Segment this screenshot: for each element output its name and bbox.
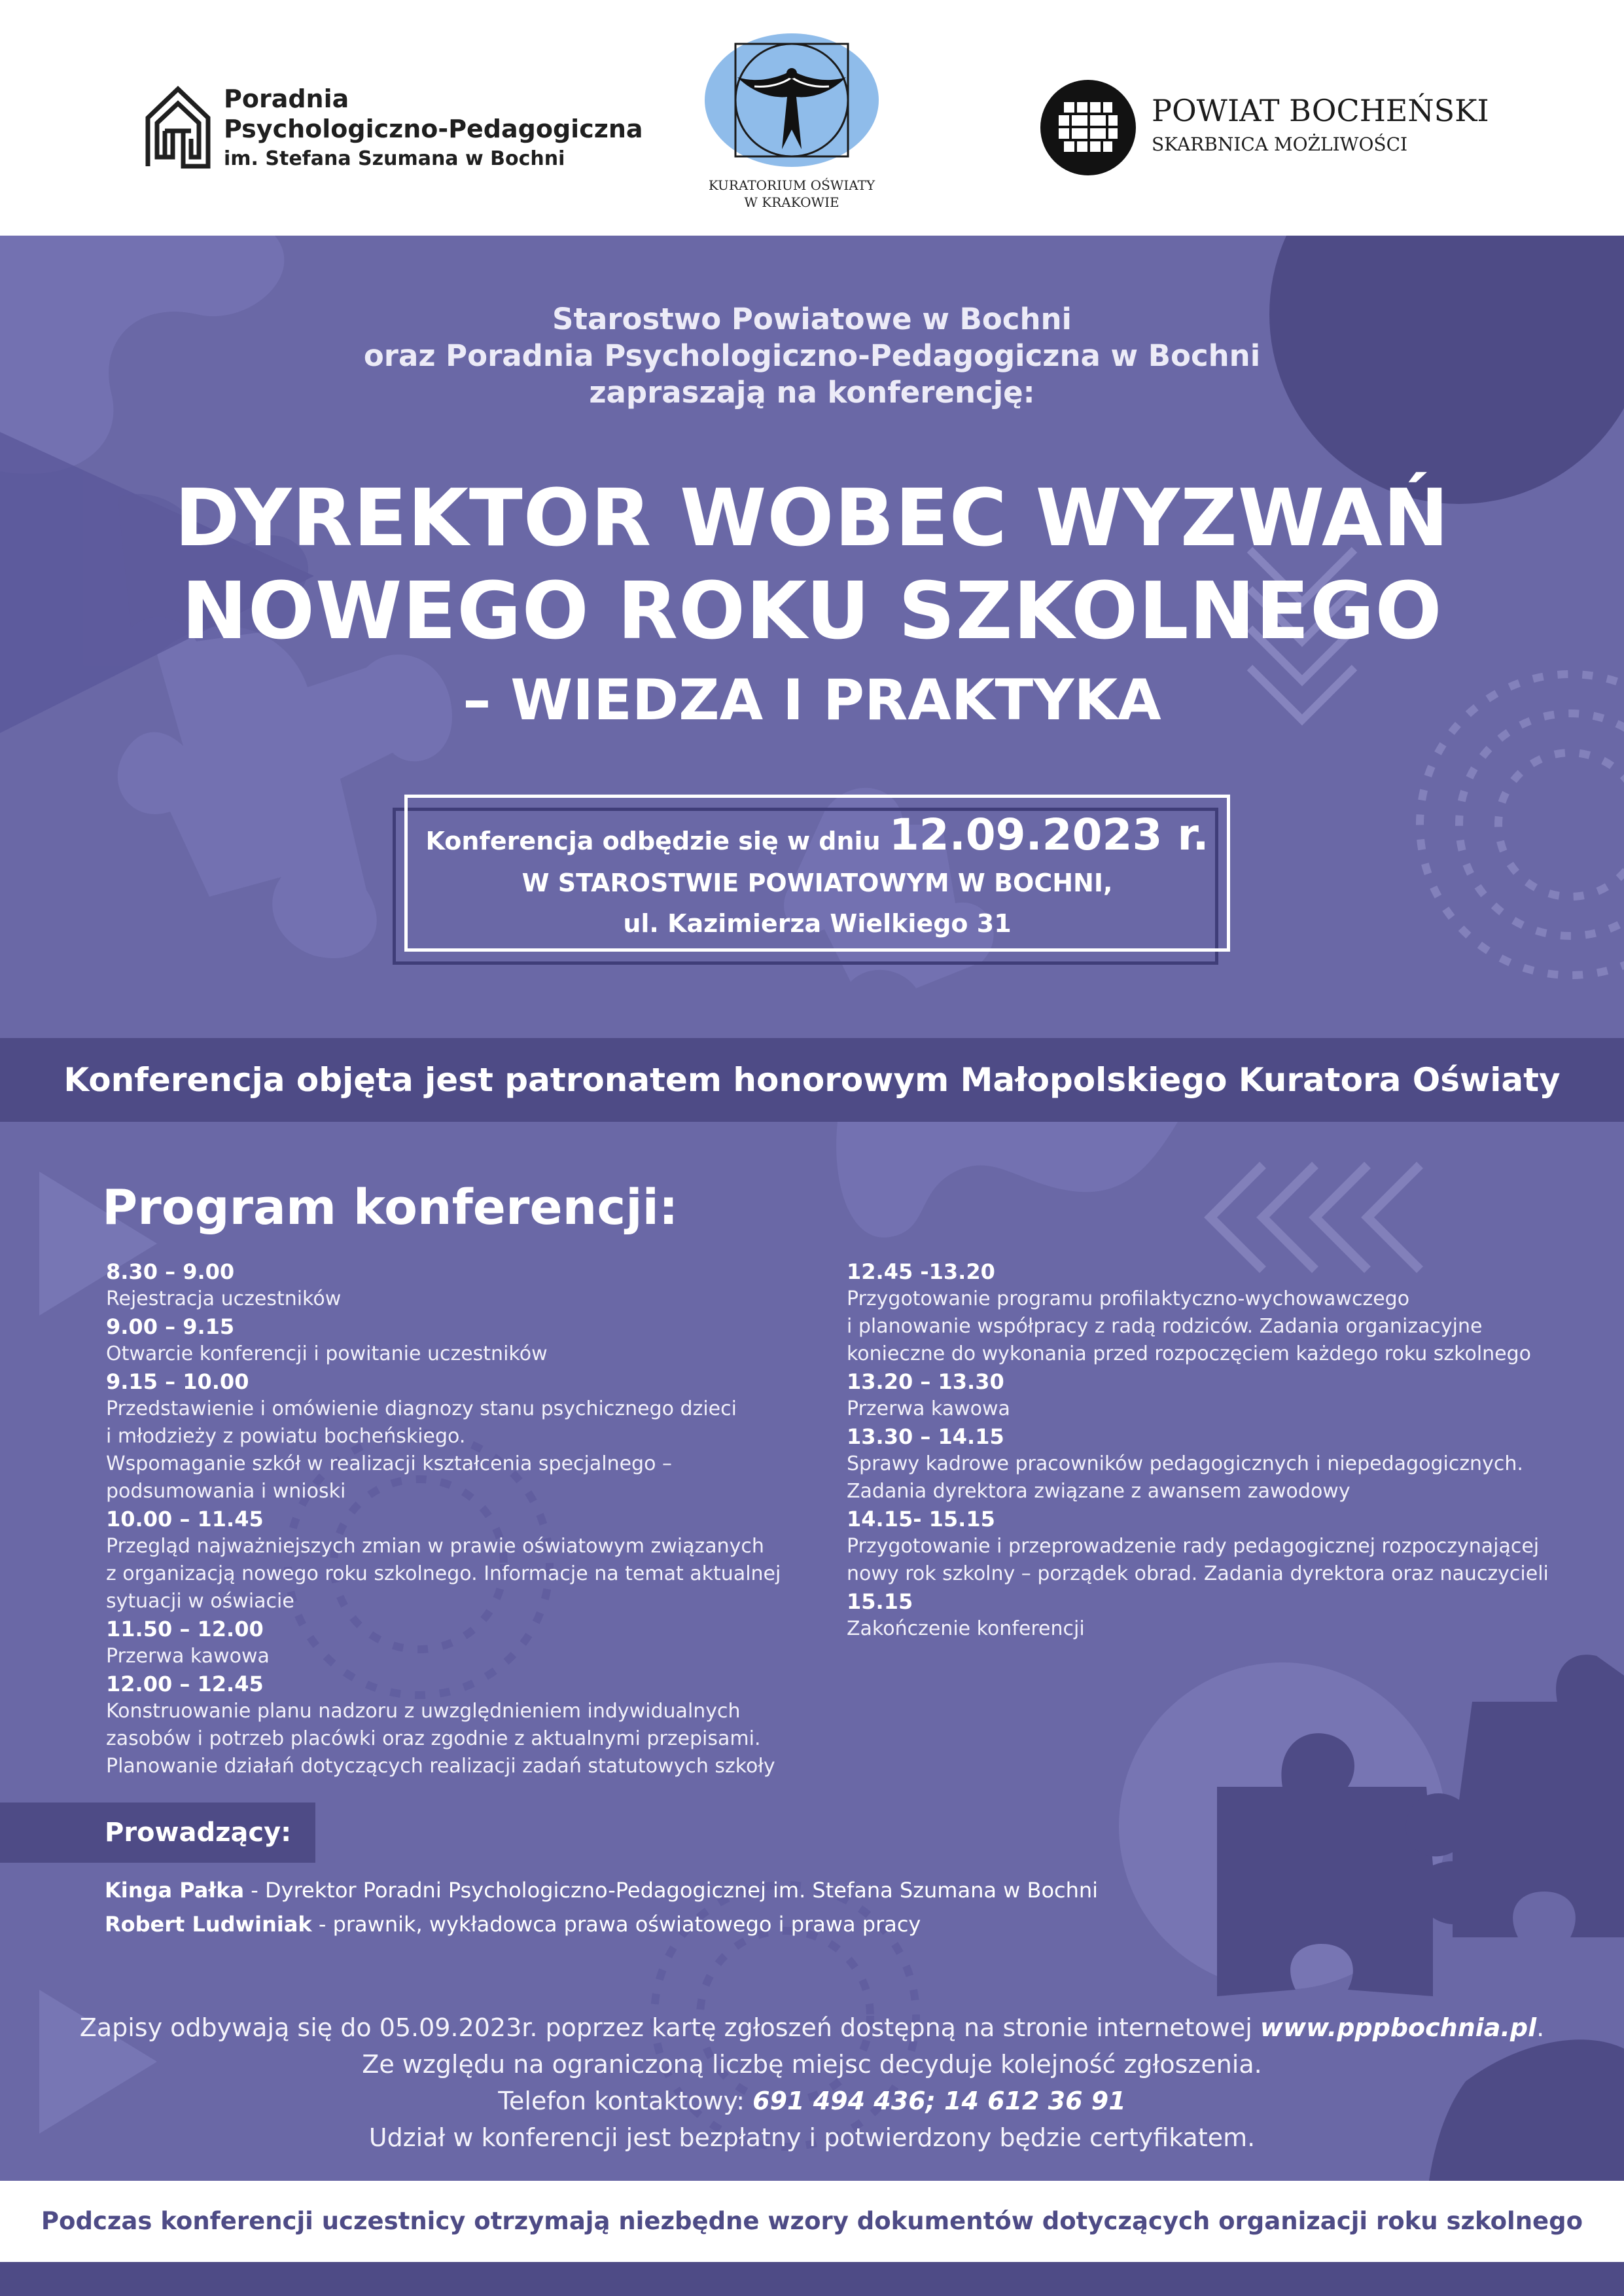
organizers-intro [0,301,1624,411]
house-maze-icon [145,84,211,169]
free-certificate-info: Udział w konferencji jest bezpłatny i potwierdzony będzie certyfikatem. [368,2123,1256,2152]
program-time: 15.15 [847,1589,913,1614]
program-description: Zakończenie konferencji [847,1617,1085,1640]
title-line1: DYREKTOR WOBEC WYZWAŃ [174,473,1450,564]
venue-place: W STAROSTWIE POWIATOWYM W BOCHNI, [521,869,1113,897]
kuratorium-caption-line2: W KRAKOWIE [744,194,839,210]
phone-info [0,2083,1624,2119]
program-right-column [847,1258,1599,1643]
date-prefix: Konferencja odbędzie się w dniu [425,827,889,855]
registration-text: Zapisy odbywają się do 05.09.2023r. poprzez kartę zgłoszeń dostępną na stronie internetowej [79,2013,1260,2042]
ppp-logo-line1: Poradnia [224,84,349,113]
powiat-logo-line2: SKARBNICA MOŻLIWOŚCI [1152,134,1408,155]
leader-role: - prawnik, wykładowca prawa oświatowego i prawa pracy [311,1912,921,1937]
program-time: 13.30 – 14.15 [847,1424,1004,1449]
date-line [404,809,1230,867]
registration-info [0,2009,1624,2046]
kuratorium-logo [694,31,890,211]
registration-end: . [1536,2013,1545,2042]
conference-date: 12.09.2023 r. [889,810,1209,860]
program-description: Rejestracja uczestników [106,1287,342,1310]
program-time: 13.20 – 13.30 [847,1369,1004,1394]
kuratorium-caption-line1: KURATORIUM OŚWIATY [708,177,875,193]
phone-number[interactable]: 691 494 436; 14 612 36 91 [752,2087,1126,2115]
limited-seats-info: Ze względu na ograniczoną liczbę miejsc decyduje kolejność zgłoszenia. [362,2050,1262,2079]
conference-title [0,473,1624,658]
swallow-emblem-icon [703,31,880,169]
conference-subtitle: – WIEDZA I PRAKTYKA [463,668,1161,733]
ppp-logo-line2: Psychologiczno-Pedagogiczna [224,115,643,143]
program-left-column [106,1258,826,1780]
program-description: Przygotowanie programu profilaktyczno-wychowawczego i planowanie współpracy z radą rodziców. Zadania organizacyjne konieczne do wykonania przed rozpoczęciem każdego roku szkolnego [847,1287,1532,1365]
patronage-text: Konferencja objęta jest patronatem honorowym Małopolskiego Kuratora Oświaty [63,1061,1561,1099]
powiat-seal-icon [1039,79,1137,177]
program-description: Konstruowanie planu nadzoru z uwzględnieniem indywidualnych zasobów i potrzeb placówki oraz zgodnie z aktualnymi przepisami. Planowanie działań dotyczących realizacji zadań statutowych szkoły [106,1700,775,1778]
footer-text: Podczas konferencji uczestnicy otrzymają niezbędne wzory dokumentów dotyczących organizacji roku szkolnego [41,2207,1583,2235]
ppp-logo-line3: im. Stefana Szumana w Bochni [224,147,565,170]
leader-name: Robert Ludwiniak [105,1912,312,1937]
program-description: Przerwa kawowa [847,1397,1010,1420]
intro-line3: zapraszają na konferencję: [589,375,1035,410]
program-time: 12.45 -13.20 [847,1259,995,1284]
program-description: Otwarcie konferencji i powitanie uczestników [106,1342,548,1365]
program-time: 9.00 – 9.15 [106,1314,235,1339]
leader-item [105,1873,1098,1907]
program-time: 8.30 – 9.00 [106,1259,235,1284]
program-time: 11.50 – 12.00 [106,1617,264,1641]
program-description: Przedstawienie i omówienie diagnozy stanu psychicznego dzieci i młodzieży z powiatu bocheńskiego. Wspomaganie szkół w realizacji kształcenia specjalnego – podsumowania i wnioski [106,1397,737,1503]
title-line2: NOWEGO ROKU SZKOLNEGO [181,566,1443,657]
leaders-title: Prowadzący: [105,1818,292,1848]
leader-item [105,1907,921,1941]
program-description: Przegląd najważniejszych zmian w prawie oświatowym związanych z organizacją nowego roku szkolnego. Informacje na temat aktualnej sytuacji w oświacie [106,1535,781,1613]
intro-line1: Starostwo Powiatowe w Bochni [552,302,1072,336]
program-time: 10.00 – 11.45 [106,1507,264,1532]
header [0,0,1624,236]
program-description: Sprawy kadrowe pracowników pedagogicznych i niepedagogicznych. Zadania dyrektora związane z awansem zawodowy [847,1452,1523,1503]
program-time: 14.15- 15.15 [847,1507,995,1532]
website-link[interactable]: www.pppbochnia.pl [1260,2013,1537,2042]
powiat-logo-line1: POWIAT BOCHEŃSKI [1152,93,1489,128]
phone-label: Telefon kontaktowy: [498,2087,753,2115]
program-time: 12.00 – 12.45 [106,1672,264,1696]
leader-name: Kinga Pałka [105,1878,245,1903]
intro-line2: oraz Poradnia Psychologiczno-Pedagogiczna w Bochni [363,338,1261,373]
venue [404,863,1230,944]
venue-address: ul. Kazimierza Wielkiego 31 [623,909,1012,938]
program-time: 9.15 – 10.00 [106,1369,249,1394]
bottom-bar [0,2262,1624,2296]
program-description: Przygotowanie i przeprowadzenie rady pedagogicznej rozpoczynającej nowy rok szkolny – porządek obrad. Zadania dyrektora oraz nauczycieli [847,1535,1549,1585]
leader-role: - Dyrektor Poradni Psychologiczno-Pedagogicznej im. Stefana Szumana w Bochni [244,1878,1099,1903]
program-description: Przerwa kawowa [106,1645,270,1668]
program-title: Program konferencji: [102,1179,679,1236]
